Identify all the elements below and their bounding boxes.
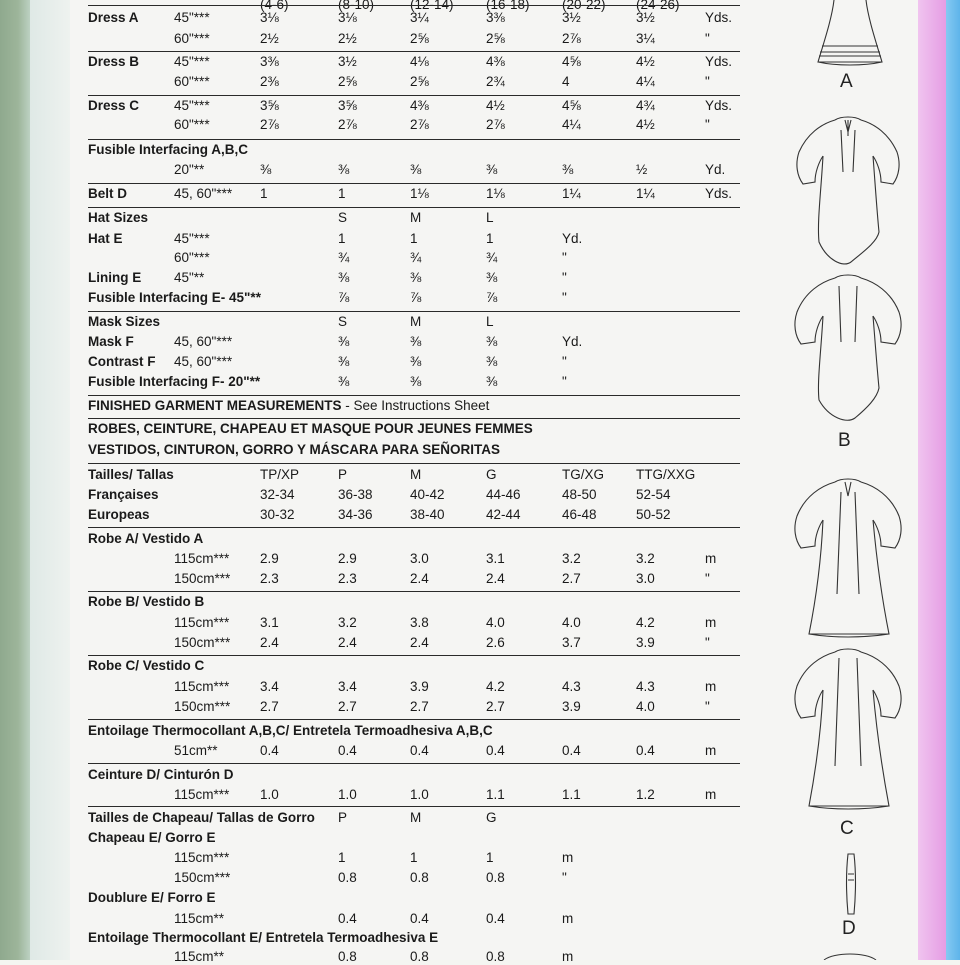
cell-size-col-4: 1.1 (486, 787, 505, 802)
cell-size-col-3: 2.4 (410, 571, 429, 586)
cell-size-col-3: 0.4 (410, 911, 429, 926)
cell-row-label: Fusible Interfacing E- 45"** (88, 290, 261, 305)
cell-size-col-6: 1.2 (636, 787, 655, 802)
cell-unit: m (705, 551, 717, 566)
cell-fabric-width: 45"*** (174, 54, 210, 69)
cell-row-label: Ceinture D/ Cinturón D (88, 767, 234, 782)
cell-size-col-6: 3.0 (636, 571, 655, 586)
right-edge-strip-blue (946, 0, 960, 960)
view-e-hat-illustration (820, 950, 880, 960)
cell-size-col-4: 1 (486, 850, 494, 865)
cell-size-col-3: ⅜ (410, 334, 422, 349)
view-c-back-illustration (793, 646, 903, 816)
cell-size-col-3: ⅜ (410, 374, 422, 389)
cell-fabric-width: 115cm** (174, 949, 225, 964)
cell-size-col-5: 48-50 (562, 487, 597, 502)
cell-size-col-2: 0.4 (338, 743, 357, 758)
cell-size-col-5: " (562, 374, 567, 389)
cell-unit: Yds. (705, 10, 733, 25)
finished-measurements-heading: FINISHED GARMENT MEASUREMENTS (88, 398, 342, 413)
finished-measurements-note: - See Instructions Sheet (341, 398, 490, 413)
cell-size-col-6: 4¾ (636, 98, 655, 113)
cell-size-col-2: 34-36 (338, 507, 373, 522)
cell-size-col-2: 2⅝ (338, 74, 357, 89)
cell-unit: " (705, 74, 710, 89)
view-d-label: D (842, 918, 856, 939)
view-a-illustration (800, 0, 900, 66)
view-c-front-illustration (793, 474, 903, 644)
cell-fabric-width: 60"*** (174, 250, 210, 265)
cell-size-col-4: ⅞ (486, 290, 498, 305)
cell-size-col-4: ⅜ (486, 334, 498, 349)
cell-row-label: Dress A (88, 10, 139, 25)
cell-size-col-5: 3.2 (562, 551, 581, 566)
cell-size-col-6: 4½ (636, 117, 655, 132)
cell-size-col-3: 38-40 (410, 507, 445, 522)
divider (88, 763, 740, 764)
cell-size-col-2: S (338, 210, 348, 225)
cell-size-col-2: ⅜ (338, 334, 350, 349)
cell-size-col-1: ⅜ (260, 162, 272, 177)
cell-size-col-2: 2½ (338, 31, 357, 46)
cell-size-col-6: ½ (636, 162, 648, 177)
cell-row-label: Mask F (88, 334, 134, 349)
cell-size-col-4: 44-46 (486, 487, 521, 502)
french-heading-line-2: VESTIDOS, CINTURON, GORRO Y MÁSCARA PARA SEÑORITAS (88, 442, 501, 457)
divider (88, 527, 740, 528)
cell-size-col-5: 0.4 (562, 743, 581, 758)
cell-size-col-6: 4.3 (636, 679, 655, 694)
cell-size-col-2: 2.3 (338, 571, 357, 586)
cell-size-col-4: ⅜ (486, 354, 498, 369)
cell-size-col-1: 3.4 (260, 679, 279, 694)
cell-size-col-2: 2⅞ (338, 117, 357, 132)
cell-size-col-4: 0.8 (486, 949, 505, 964)
cell-size-col-3: 3.0 (410, 551, 429, 566)
cell-size-col-1: 1.0 (260, 787, 279, 802)
cell-size-col-2: 0.8 (338, 949, 357, 964)
cell-size-col-6: 1¼ (636, 186, 655, 201)
cell-size-col-5: Yd. (562, 231, 583, 246)
cell-size-col-5: " (562, 354, 567, 369)
cell-row-label: Dress B (88, 54, 140, 69)
cell-size-col-4: 0.4 (486, 911, 505, 926)
cell-size-col-4: 4½ (486, 98, 505, 113)
cell-row-label: Mask Sizes (88, 314, 161, 329)
cell-row-label: Entoilage Thermocollant E/ Entretela Termoadhesiva E (88, 930, 439, 945)
cell-fabric-width: 45, 60"*** (174, 186, 233, 201)
cell-size-col-4: 2¾ (486, 74, 505, 89)
cell-size-col-1: 2.7 (260, 699, 279, 714)
cell-size-col-4: 1 (486, 231, 494, 246)
cell-unit: Yds. (705, 98, 733, 113)
cell-size-col-1: 3.1 (260, 615, 279, 630)
cell-size-col-2: 2.4 (338, 635, 357, 650)
cell-fabric-width: 150cm*** (174, 870, 231, 885)
cell-unit: m (705, 787, 717, 802)
cell-size-col-2: 3½ (338, 54, 357, 69)
cell-size-col-3: 2⅝ (410, 31, 429, 46)
cell-size-col-3: 0.8 (410, 870, 429, 885)
cell-size-col-2: S (338, 314, 348, 329)
cell-size-col-2: ¾ (338, 250, 350, 265)
cell-size-col-1: 1 (260, 186, 268, 201)
cell-size-col-4: 2⅝ (486, 31, 505, 46)
divider (88, 183, 740, 184)
cell-fabric-width: 60"*** (174, 117, 210, 132)
cell-size-col-5: 4¼ (562, 117, 581, 132)
cell-size-col-3: 2⅝ (410, 74, 429, 89)
cell-size-col-2: 3.4 (338, 679, 357, 694)
cell-size-col-3: 3.9 (410, 679, 429, 694)
cell-size-col-4: 0.4 (486, 743, 505, 758)
cell-row-label: Robe B/ Vestido B (88, 594, 205, 609)
cell-size-col-5: 2⅞ (562, 31, 581, 46)
cell-size-col-3: 4⅛ (410, 54, 429, 69)
cell-row-label: Tailles/ Tallas (88, 467, 174, 482)
cell-size-col-2: 1 (338, 850, 346, 865)
cell-size-col-3: 1 (410, 850, 418, 865)
cell-size-col-3: ⅞ (410, 290, 422, 305)
cell-size-col-1: 32-34 (260, 487, 295, 502)
cell-size-col-3: M (410, 314, 422, 329)
cell-size-col-6: 3.9 (636, 635, 655, 650)
cell-size-col-2: 3⅛ (338, 10, 357, 25)
cell-size-col-5: 1.1 (562, 787, 581, 802)
cell-size-col-2: 2.9 (338, 551, 357, 566)
cell-size-col-3: 1.0 (410, 787, 429, 802)
cell-size-col-2: ⅜ (338, 354, 350, 369)
cell-size-col-4: 2.6 (486, 635, 505, 650)
cell-row-label: Dress C (88, 98, 140, 113)
cell-size-col-5: " (562, 270, 567, 285)
cell-fabric-width: 115cm*** (174, 787, 230, 802)
cell-size-col-6: 4.2 (636, 615, 655, 630)
cell-size-col-4: 3⅜ (486, 10, 505, 25)
cell-size-col-1: 30-32 (260, 507, 295, 522)
cell-size-col-4: 4.0 (486, 615, 505, 630)
cell-size-col-5: m (562, 911, 574, 926)
cell-row-label: Robe C/ Vestido C (88, 658, 205, 673)
cell-row-label: Europeas (88, 507, 150, 522)
cell-size-col-3: ⅜ (410, 354, 422, 369)
cell-size-col-2: 36-38 (338, 487, 373, 502)
divider (88, 311, 740, 312)
cell-size-col-4: L (486, 210, 494, 225)
cell-size-col-3: 2⅞ (410, 117, 429, 132)
cell-fabric-width: 45"*** (174, 231, 210, 246)
cell-size-col-1: 2.3 (260, 571, 279, 586)
divider (88, 95, 740, 96)
cell-size-col-4: 2.7 (486, 699, 505, 714)
view-b-back-illustration (793, 272, 903, 432)
cell-size-col-5: 4⅝ (562, 98, 581, 113)
divider (88, 463, 740, 464)
cell-size-col-4: 1⅛ (486, 186, 505, 201)
cell-fabric-width: 45, 60"*** (174, 354, 233, 369)
cell-size-col-5: TG/XG (562, 467, 605, 482)
cell-size-col-5: 1¼ (562, 186, 581, 201)
cell-fabric-width: 60"*** (174, 74, 210, 89)
cell-unit: m (705, 615, 717, 630)
cell-size-col-4: ¾ (486, 250, 498, 265)
cell-row-label: Lining E (88, 270, 142, 285)
cell-size-col-6: 4½ (636, 54, 655, 69)
cell-size-col-6: 3¼ (636, 31, 655, 46)
cell-size-col-2: 2.7 (338, 699, 357, 714)
cell-size-col-3: M (410, 210, 422, 225)
cell-size-col-2: 1.0 (338, 787, 357, 802)
cell-fabric-width: 20"** (174, 162, 205, 177)
cell-size-col-5: 2.7 (562, 571, 581, 586)
cell-row-label: Hat E (88, 231, 123, 246)
cell-size-col-1: 3⅛ (260, 10, 279, 25)
cell-row-label: Entoilage Thermocollant A,B,C/ Entretela Termoadhesiva A,B,C (88, 723, 493, 738)
cell-size-col-3: M (410, 467, 422, 482)
cell-size-col-3: 0.8 (410, 949, 429, 964)
cell-size-col-5: 3½ (562, 10, 581, 25)
cell-size-col-3: M (410, 810, 422, 825)
cell-unit: m (705, 679, 717, 694)
cell-fabric-width: 115cm*** (174, 850, 230, 865)
cell-size-col-4: 2⅞ (486, 117, 505, 132)
cell-size-col-5: Yd. (562, 334, 583, 349)
cell-size-col-5: m (562, 850, 574, 865)
cell-size-col-6: TTG/XXG (636, 467, 696, 482)
view-d-belt-illustration (838, 852, 868, 918)
cell-size-col-2: ⅜ (338, 270, 350, 285)
divider (88, 806, 740, 807)
cell-size-col-2: 1 (338, 186, 346, 201)
cell-fabric-width: 150cm*** (174, 635, 231, 650)
cell-size-col-6: 4¼ (636, 74, 655, 89)
cell-unit: Yd. (705, 162, 726, 177)
cell-size-col-4: 2.4 (486, 571, 505, 586)
cell-size-col-4: ⅜ (486, 162, 498, 177)
cell-size-col-3: 3.8 (410, 615, 429, 630)
cell-row-label: Tailles de Chapeau/ Tallas de Gorro (88, 810, 315, 825)
cell-size-col-4: ⅜ (486, 270, 498, 285)
cell-unit: " (705, 31, 710, 46)
cell-size-col-4: G (486, 810, 497, 825)
cell-size-col-5: 4 (562, 74, 570, 89)
cell-size-col-1: 2⅜ (260, 74, 279, 89)
cell-row-label: Fusible Interfacing F- 20"** (88, 374, 261, 389)
cell-size-col-2: 1 (338, 231, 346, 246)
cell-size-col-2: P (338, 467, 348, 482)
cell-fabric-width: 45"*** (174, 98, 210, 113)
cell-size-col-2: 0.4 (338, 911, 357, 926)
cell-size-col-3: ⅜ (410, 270, 422, 285)
cell-unit: " (705, 635, 710, 650)
cell-size-col-2: 3.2 (338, 615, 357, 630)
cell-size-col-5: 3.7 (562, 635, 581, 650)
view-b-front-illustration (793, 112, 903, 272)
cell-size-col-5: " (562, 290, 567, 305)
french-heading-line-1: ROBES, CEINTURE, CHAPEAU ET MASQUE POUR JEUNES FEMMES (88, 421, 533, 436)
cell-size-col-4: 4⅜ (486, 54, 505, 69)
cell-size-col-3: 1⅛ (410, 186, 429, 201)
view-a-label: A (840, 71, 853, 92)
cell-size-col-1: TP/XP (260, 467, 300, 482)
cell-fabric-width: 115cm*** (174, 615, 230, 630)
cell-size-col-2: P (338, 810, 348, 825)
cell-size-col-5: 4⅝ (562, 54, 581, 69)
cell-unit: " (705, 117, 710, 132)
cell-size-col-5: 4.3 (562, 679, 581, 694)
cell-size-col-4: L (486, 314, 494, 329)
cell-size-col-2: 0.8 (338, 870, 357, 885)
cell-fabric-width: 51cm** (174, 743, 218, 758)
cell-fabric-width: 150cm*** (174, 571, 231, 586)
cell-size-col-3: 0.4 (410, 743, 429, 758)
right-edge-strip-pink (918, 0, 946, 960)
divider (88, 418, 740, 419)
cell-row-label: Françaises (88, 487, 159, 502)
cell-size-col-5: 46-48 (562, 507, 597, 522)
cell-size-col-1: 3⅝ (260, 98, 279, 113)
cell-row-label: Robe A/ Vestido A (88, 531, 204, 546)
cell-size-col-1: 3⅜ (260, 54, 279, 69)
cell-row-label: Hat Sizes (88, 210, 149, 225)
cell-size-col-6: 3½ (636, 10, 655, 25)
divider (88, 591, 740, 592)
cell-fabric-width: 60"*** (174, 31, 210, 46)
cell-fabric-width: 115cm** (174, 911, 225, 926)
cell-size-col-6: 4.0 (636, 699, 655, 714)
cell-row-label: Chapeau E/ Gorro E (88, 830, 216, 845)
cell-size-col-2: 3⅝ (338, 98, 357, 113)
divider (88, 5, 740, 6)
divider (88, 655, 740, 656)
cell-size-col-3: 40-42 (410, 487, 445, 502)
cell-fabric-width: 45"*** (174, 10, 210, 25)
cell-unit: m (705, 743, 717, 758)
cell-row-label: Belt D (88, 186, 128, 201)
cell-size-col-6: 50-52 (636, 507, 671, 522)
cell-size-col-5: 4.0 (562, 615, 581, 630)
cell-unit: Yds. (705, 186, 733, 201)
cell-size-col-5: " (562, 250, 567, 265)
cell-size-col-1: 2.9 (260, 551, 279, 566)
divider (88, 395, 740, 396)
finished-measurements-line (88, 398, 489, 414)
cell-size-col-4: ⅜ (486, 374, 498, 389)
cell-size-col-5: ⅜ (562, 162, 574, 177)
cell-unit: " (705, 571, 710, 586)
cell-size-col-4: 3.1 (486, 551, 505, 566)
cell-fabric-width: 115cm*** (174, 679, 230, 694)
cell-size-col-6: 52-54 (636, 487, 671, 502)
cell-size-col-1: 0.4 (260, 743, 279, 758)
cell-row-label: Contrast F (88, 354, 156, 369)
cell-size-col-1: 2⅞ (260, 117, 279, 132)
cell-size-col-4: 4.2 (486, 679, 505, 694)
cell-size-col-3: 2.7 (410, 699, 429, 714)
cell-size-col-4: 42-44 (486, 507, 521, 522)
cell-fabric-width: 150cm*** (174, 699, 231, 714)
cell-size-col-3: 4⅜ (410, 98, 429, 113)
cell-size-col-3: 3¼ (410, 10, 429, 25)
left-margin (30, 0, 70, 960)
cell-unit: " (705, 699, 710, 714)
cell-size-col-1: 2.4 (260, 635, 279, 650)
cell-size-col-2: ⅜ (338, 162, 350, 177)
cell-size-col-6: 0.4 (636, 743, 655, 758)
cell-size-col-4: 0.8 (486, 870, 505, 885)
cell-size-col-3: ¾ (410, 250, 422, 265)
view-b-label: B (838, 430, 851, 451)
divider (88, 207, 740, 208)
divider (88, 139, 740, 140)
cell-size-col-2: ⅜ (338, 374, 350, 389)
cell-row-label: Fusible Interfacing A,B,C (88, 142, 249, 157)
cell-unit: Yds. (705, 54, 733, 69)
cell-size-col-5: 3.9 (562, 699, 581, 714)
cell-size-col-3: 1 (410, 231, 418, 246)
cell-fabric-width: 45"** (174, 270, 205, 285)
cell-size-col-6: 3.2 (636, 551, 655, 566)
cell-size-col-3: 2.4 (410, 635, 429, 650)
cell-size-col-4: G (486, 467, 497, 482)
view-c-label: C (840, 818, 854, 839)
cell-size-col-5: " (562, 870, 567, 885)
cell-size-col-5: m (562, 949, 574, 964)
cell-size-col-1: 2½ (260, 31, 279, 46)
cell-row-label: Doublure E/ Forro E (88, 890, 216, 905)
cell-size-col-2: ⅞ (338, 290, 350, 305)
cell-fabric-width: 45, 60"*** (174, 334, 233, 349)
cell-size-col-3: ⅜ (410, 162, 422, 177)
cell-fabric-width: 115cm*** (174, 551, 230, 566)
left-edge-strip (0, 0, 30, 960)
divider (88, 51, 740, 52)
divider (88, 719, 740, 720)
